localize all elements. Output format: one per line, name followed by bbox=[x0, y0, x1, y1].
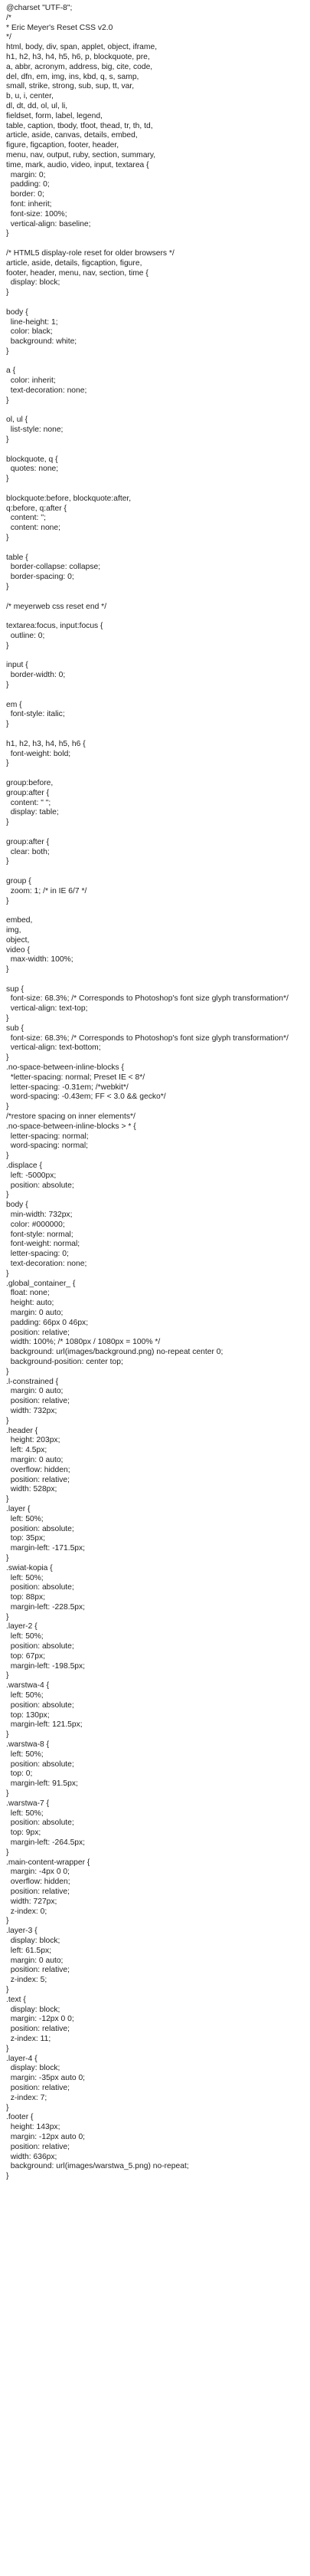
stylesheet-source-text: @charset "UTF-8"; /* * Eric Meyer's Reset CSS v2.0 */ html, body, div, span, applet, object, iframe, h1, h2, h3, h4, h5, h6, p, blockquote, pre, a, abbr, acronym, address, big, cite, code, del, dfn, em, img, ins, kbd, q, s, samp, small, strike, strong, sub, sup, tt, var, b, u, i, center, dl, dt, dd, ol, ul, li, fieldset, form, label, legend, table, caption, tbody, tfoot, thead, tr, th, td, article, aside, canvas, details, embed, figure, figcaption, footer, header, menu, nav, output, ruby, section, summary, time, mark, audio, video, input, textarea { margin: 0; padding: 0; border: 0; font: inherit; font-size: 100%; vertical-align: baseline; } /* HTML5 display-role reset for older browsers */ article, aside, details, figcaption, figure, footer, header, menu, nav, section, time { display: block; } body { line-height: 1; color: black; background: white; } a { color: inherit; text-decoration: none; } ol, ul { list-style: none; } blockquote, q { quotes: none; } blockquote:before, blockquote:after, q:before, q:after { content: ''; content: none; } table { border-collapse: collapse; border-spacing: 0; } /* meyerweb css reset end */ textarea:focus, input:focus { outline: 0; } input { border-width: 0; } em { font-style: italic; } h1, h2, h3, h4, h5, h6 { font-weight: bold; } group:before, group:after { content: " "; display: table; } group:after { clear: both; } group { zoom: 1; /* in IE 6/7 */ } embed, img, object, video { max-width: 100%; } sup { font-size: 68.3%; /* Corresponds to Photoshop's font size glyph transformation*/ vertical-align: text-top; } sub { font-size: 68.3%; /* Corresponds to Photoshop's font size glyph transformation*/ vertical-align: text-bottom; } .no-space-between-inline-blocks { *letter-spacing: normal; Preset IE < 8*/ letter-spacing: -0.31em; /*webkit*/ word-spacing: -0.43em; FF < 3.0 && gecko*/ } /*restore spacing on inner elements*/ .no-space-between-inline-blocks > * { letter-spacing: normal; word-spacing: normal; } .displace { left: -5000px; position: absolute; } body { min-width: 732px; color: #000000; font-style: normal; font-weight: normal; letter-spacing: 0; text-decoration: none; } .global_container_ { float: none; height: auto; margin: 0 auto; padding: 66px 0 46px; position: relative; width: 100%; /* 1080px / 1080px = 100% */ background: url(images/background.png) no-repeat center 0; background-position: center top; } .l-constrained { margin: 0 auto; position: relative; width: 732px; } .header { height: 203px; left: 4.5px; margin: 0 auto; overflow: hidden; position: relative; width: 528px; } .layer { left: 50%; position: absolute; top: 35px; margin-left: -171.5px; } .swiat-kopia { left: 50%; position: absolute; top: 88px; margin-left: -228.5px; } .layer-2 { left: 50%; position: absolute; top: 67px; margin-left: -198.5px; } .warstwa-4 { left: 50%; position: absolute; top: 130px; margin-left: 121.5px; } .warstwa-8 { left: 50%; position: absolute; top: 0; margin-left: 91.5px; } .warstwa-7 { left: 50%; position: absolute; top: 9px; margin-left: -264.5px; } .main-content-wrapper { margin: -4px 0 0; overflow: hidden; position: relative; width: 727px; z-index: 0; } .layer-3 { display: block; left: 61.5px; margin: 0 auto; position: relative; z-index: 5; } .text { display: block; margin: -12px 0 0; position: relative; z-index: 11; } .layer-4 { display: block; margin: -35px auto 0; position: relative; z-index: 7; } .footer { height: 143px; margin: -12px auto 0; position: relative; width: 636px; background: url(images/warstwa_5.png) no-repeat; } bbox=[6, 4, 289, 2181]
